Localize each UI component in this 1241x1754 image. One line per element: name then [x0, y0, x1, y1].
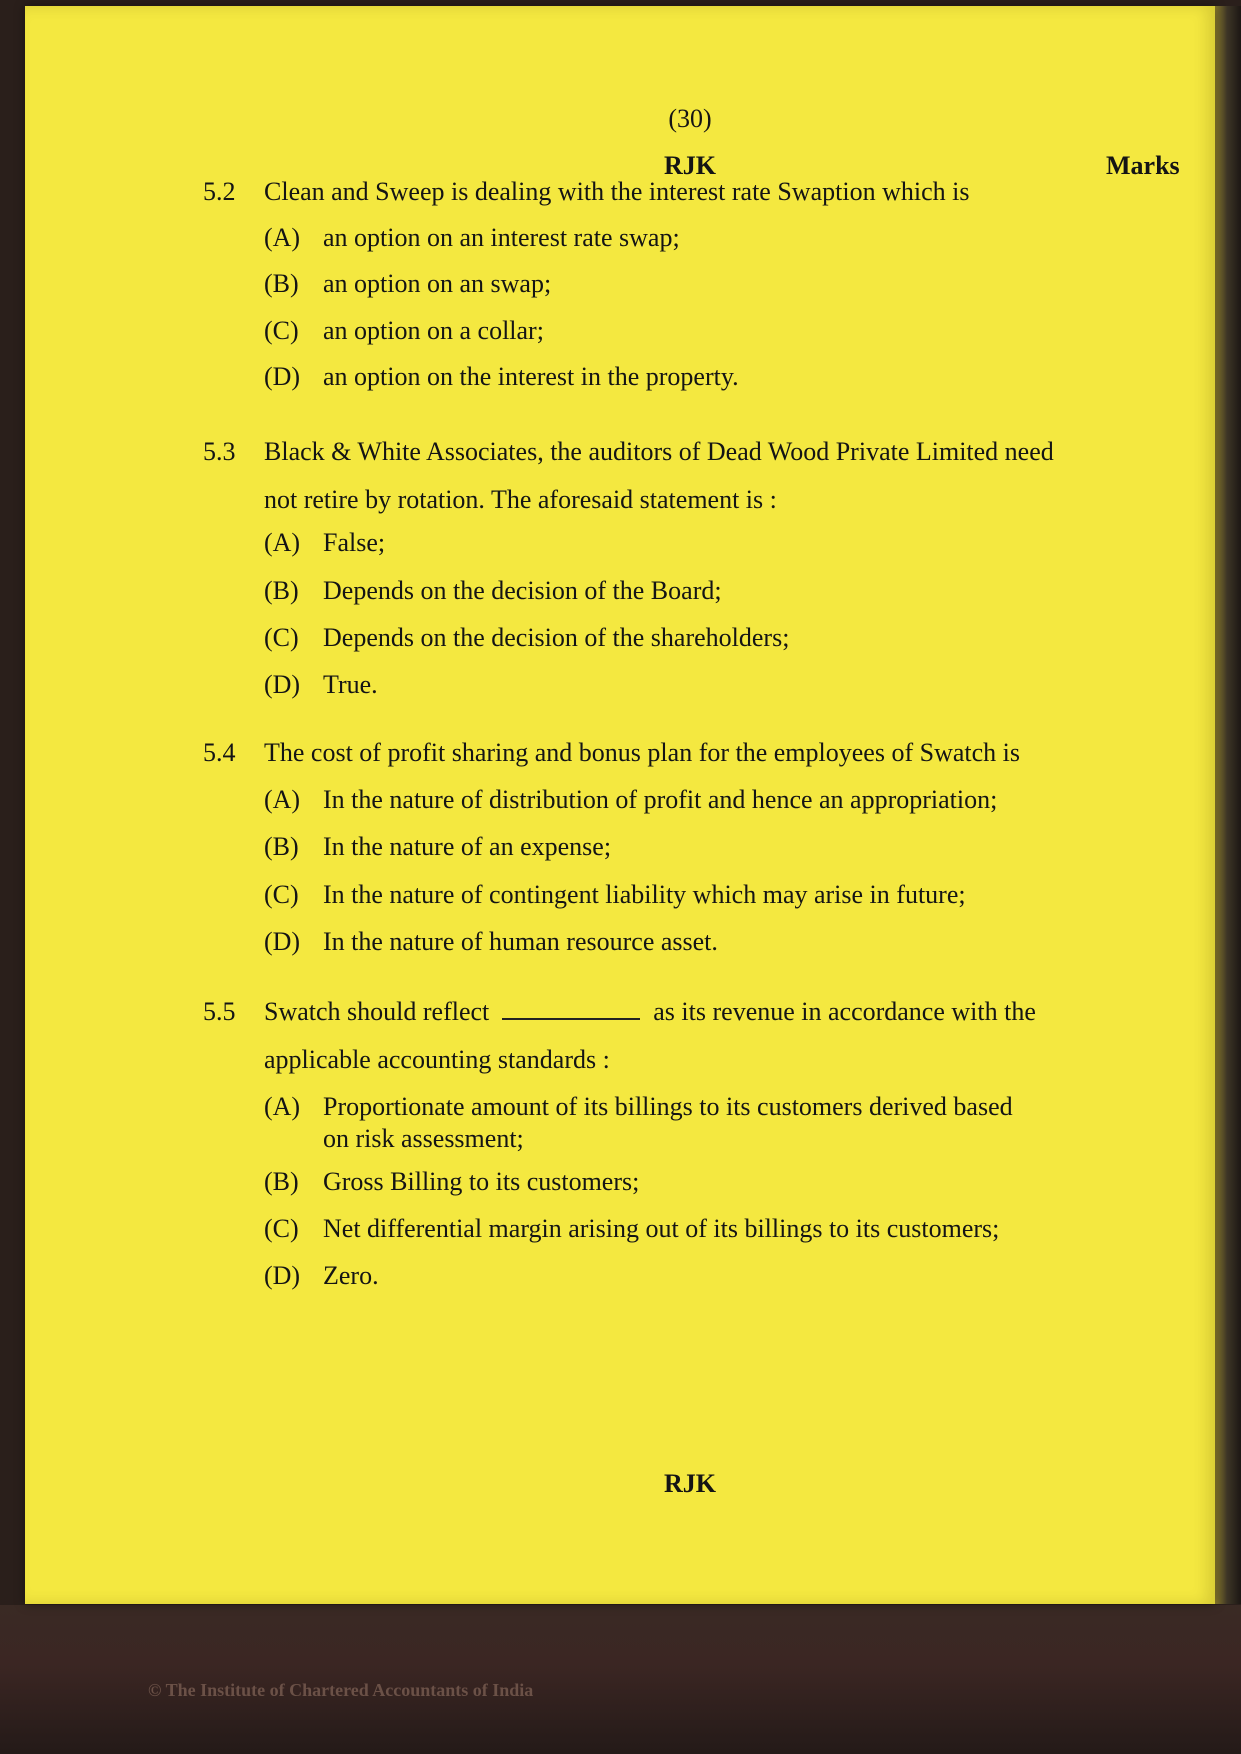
question-text-line-1: Swatch should reflect as its revenue in accordance with the	[264, 997, 1036, 1026]
option-b: (B) Gross Billing to its customers;	[264, 1166, 640, 1196]
question-5-4	[203, 737, 1103, 957]
question-5-5	[203, 996, 1103, 1291]
option-a: (A) In the nature of distribution of profit and hence an appropriation;	[264, 785, 998, 815]
question-number: 5.4	[203, 738, 236, 767]
option-c: (C) In the nature of contingent liability which may arise in future;	[264, 879, 966, 909]
paper-code-header: RJK	[664, 151, 716, 180]
option-b: (B) Depends on the decision of the Board;	[264, 575, 722, 605]
fill-in-blank	[502, 998, 640, 1020]
option-d: (D) In the nature of human resource asset.	[264, 926, 718, 956]
question-text-line-2: not retire by rotation. The aforesaid statement is :	[264, 485, 777, 515]
option-d: (D) True.	[264, 669, 378, 699]
question-text-line-1: Black & White Associates, the auditors of Dead Wood Private Limited need	[264, 437, 1054, 466]
option-a: (A) False;	[264, 528, 386, 558]
option-a: (A) an option on an interest rate swap;	[264, 223, 680, 253]
question-number: 5.2	[203, 177, 236, 206]
question-number: 5.5	[203, 997, 236, 1026]
exam-page	[25, 6, 1215, 1604]
copyright-notice: © The Institute of Chartered Accountants of India	[148, 1680, 534, 1700]
option-c: (C) Net differential margin arising out of its billings to its customers;	[264, 1213, 1000, 1243]
paper-code-footer: RJK	[664, 1469, 716, 1498]
option-d: (D) Zero.	[264, 1261, 379, 1291]
question-number: 5.3	[203, 437, 236, 466]
question-text: The cost of profit sharing and bonus plan for the employees of Swatch is	[264, 738, 1020, 767]
question-5-2	[203, 176, 1103, 392]
option-c: (C) an option on a collar;	[264, 315, 544, 345]
marks-column-label: Marks	[1106, 151, 1180, 180]
option-c: (C) Depends on the decision of the shareholders;	[264, 622, 790, 652]
option-b: (B) In the nature of an expense;	[264, 832, 612, 862]
option-d: (D) an option on the interest in the property.	[264, 361, 739, 391]
question-5-3	[203, 436, 1103, 700]
question-text-line-2: applicable accounting standards :	[264, 1045, 610, 1075]
question-text: Clean and Sweep is dealing with the interest rate Swaption which is	[264, 177, 970, 206]
page-number: (30)	[668, 104, 712, 133]
option-b: (B) an option on an swap;	[264, 269, 552, 299]
option-a: (A) Proportionate amount of its billings to its customers derived based on risk assessment;	[264, 1092, 1013, 1153]
